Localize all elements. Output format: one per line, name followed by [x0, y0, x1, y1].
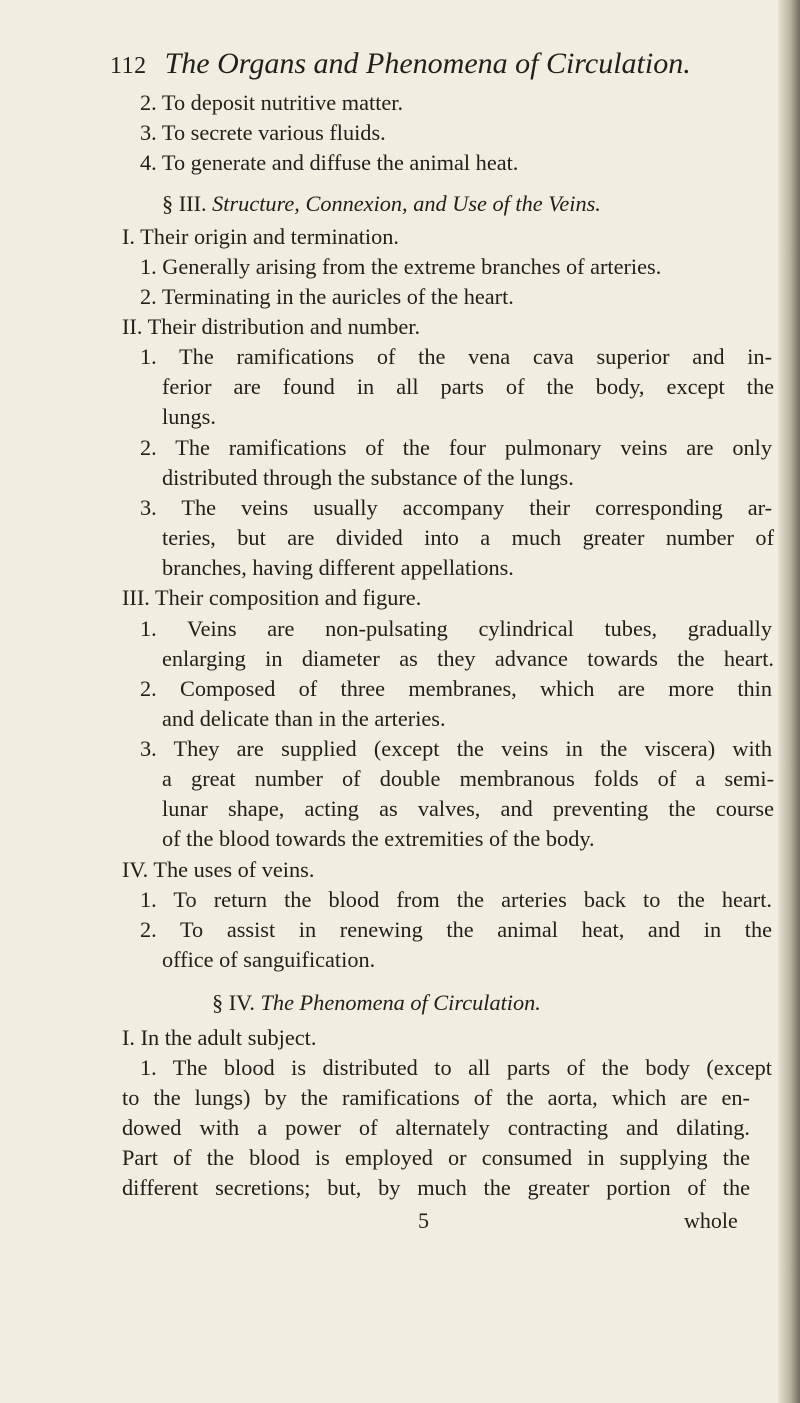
text-line: enlarging in diameter as they advance towards the heart.	[162, 646, 774, 671]
text-line: 4. To generate and diffuse the animal heat.	[140, 150, 519, 175]
text-line: 3. The veins usually accompany their corresponding ar-	[140, 495, 772, 520]
text-line: lunar shape, acting as valves, and preventing the course	[162, 796, 774, 821]
text-line: office of sanguification.	[162, 947, 376, 972]
text-line: branches, having different appellations.	[162, 555, 514, 580]
text-line: lungs.	[162, 404, 216, 429]
section-heading	[162, 189, 601, 219]
text-line: and delicate than in the arteries.	[162, 706, 446, 731]
catchword: whole	[684, 1208, 738, 1233]
signature-mark: 5	[418, 1208, 429, 1233]
text-line: of the blood towards the extremities of the body.	[162, 826, 595, 851]
section-mark: § IV.	[212, 990, 255, 1015]
text-line: 1. Veins are non-pulsating cylindrical tubes, gradually	[140, 616, 772, 641]
text-line: IV. The uses of veins.	[122, 857, 315, 882]
text-line: 2. The ramifications of the four pulmonary veins are only	[140, 435, 772, 460]
section-mark: § III.	[162, 191, 207, 216]
text-line: I. In the adult subject.	[122, 1025, 317, 1050]
text-line: to the lungs) by the ramifications of the aorta, which are en-	[122, 1085, 750, 1110]
text-line: dowed with a power of alternately contracting and dilating.	[122, 1115, 750, 1140]
text-line: 2. Composed of three membranes, which are more thin	[140, 676, 772, 701]
text-line: 2. Terminating in the auricles of the heart.	[140, 284, 514, 309]
running-title: The Organs and Phenomena of Circulation.	[164, 47, 691, 80]
text-line: 1. Generally arising from the extreme branches of arteries.	[140, 254, 662, 279]
text-line: 3. They are supplied (except the veins in the viscera) with	[140, 736, 772, 761]
text-line: II. Their distribution and number.	[122, 314, 421, 339]
running-header	[110, 46, 750, 84]
text-line: different secretions; but, by much the greater portion of the	[122, 1175, 750, 1200]
text-line: distributed through the substance of the lungs.	[162, 465, 574, 490]
page-edge-shadow	[778, 0, 800, 1403]
section-title: Structure, Connexion, and Use of the Veins.	[212, 191, 601, 216]
text-line: 1. The blood is distributed to all parts of the body (except	[140, 1055, 772, 1080]
text-line: 1. To return the blood from the arteries back to the heart.	[140, 887, 772, 912]
text-line: teries, but are divided into a much greater number of	[162, 525, 774, 550]
text-line: Part of the blood is employed or consumed in supplying the	[122, 1145, 750, 1170]
text-line: 3. To secrete various fluids.	[140, 120, 386, 145]
text-line: 2. To assist in renewing the animal heat, and in the	[140, 917, 772, 942]
section-title: The Phenomena of Circulation.	[260, 990, 541, 1015]
text-line: ferior are found in all parts of the body, except the	[162, 374, 774, 399]
text-line: 1. The ramifications of the vena cava superior and in-	[140, 344, 772, 369]
section-heading	[212, 988, 541, 1018]
text-line: III. Their composition and figure.	[122, 585, 422, 610]
text-line: a great number of double membranous folds of a semi-	[162, 766, 774, 791]
text-line: I. Their origin and termination.	[122, 224, 399, 249]
text-line: 2. To deposit nutritive matter.	[140, 90, 404, 115]
page-number: 112	[110, 53, 147, 79]
